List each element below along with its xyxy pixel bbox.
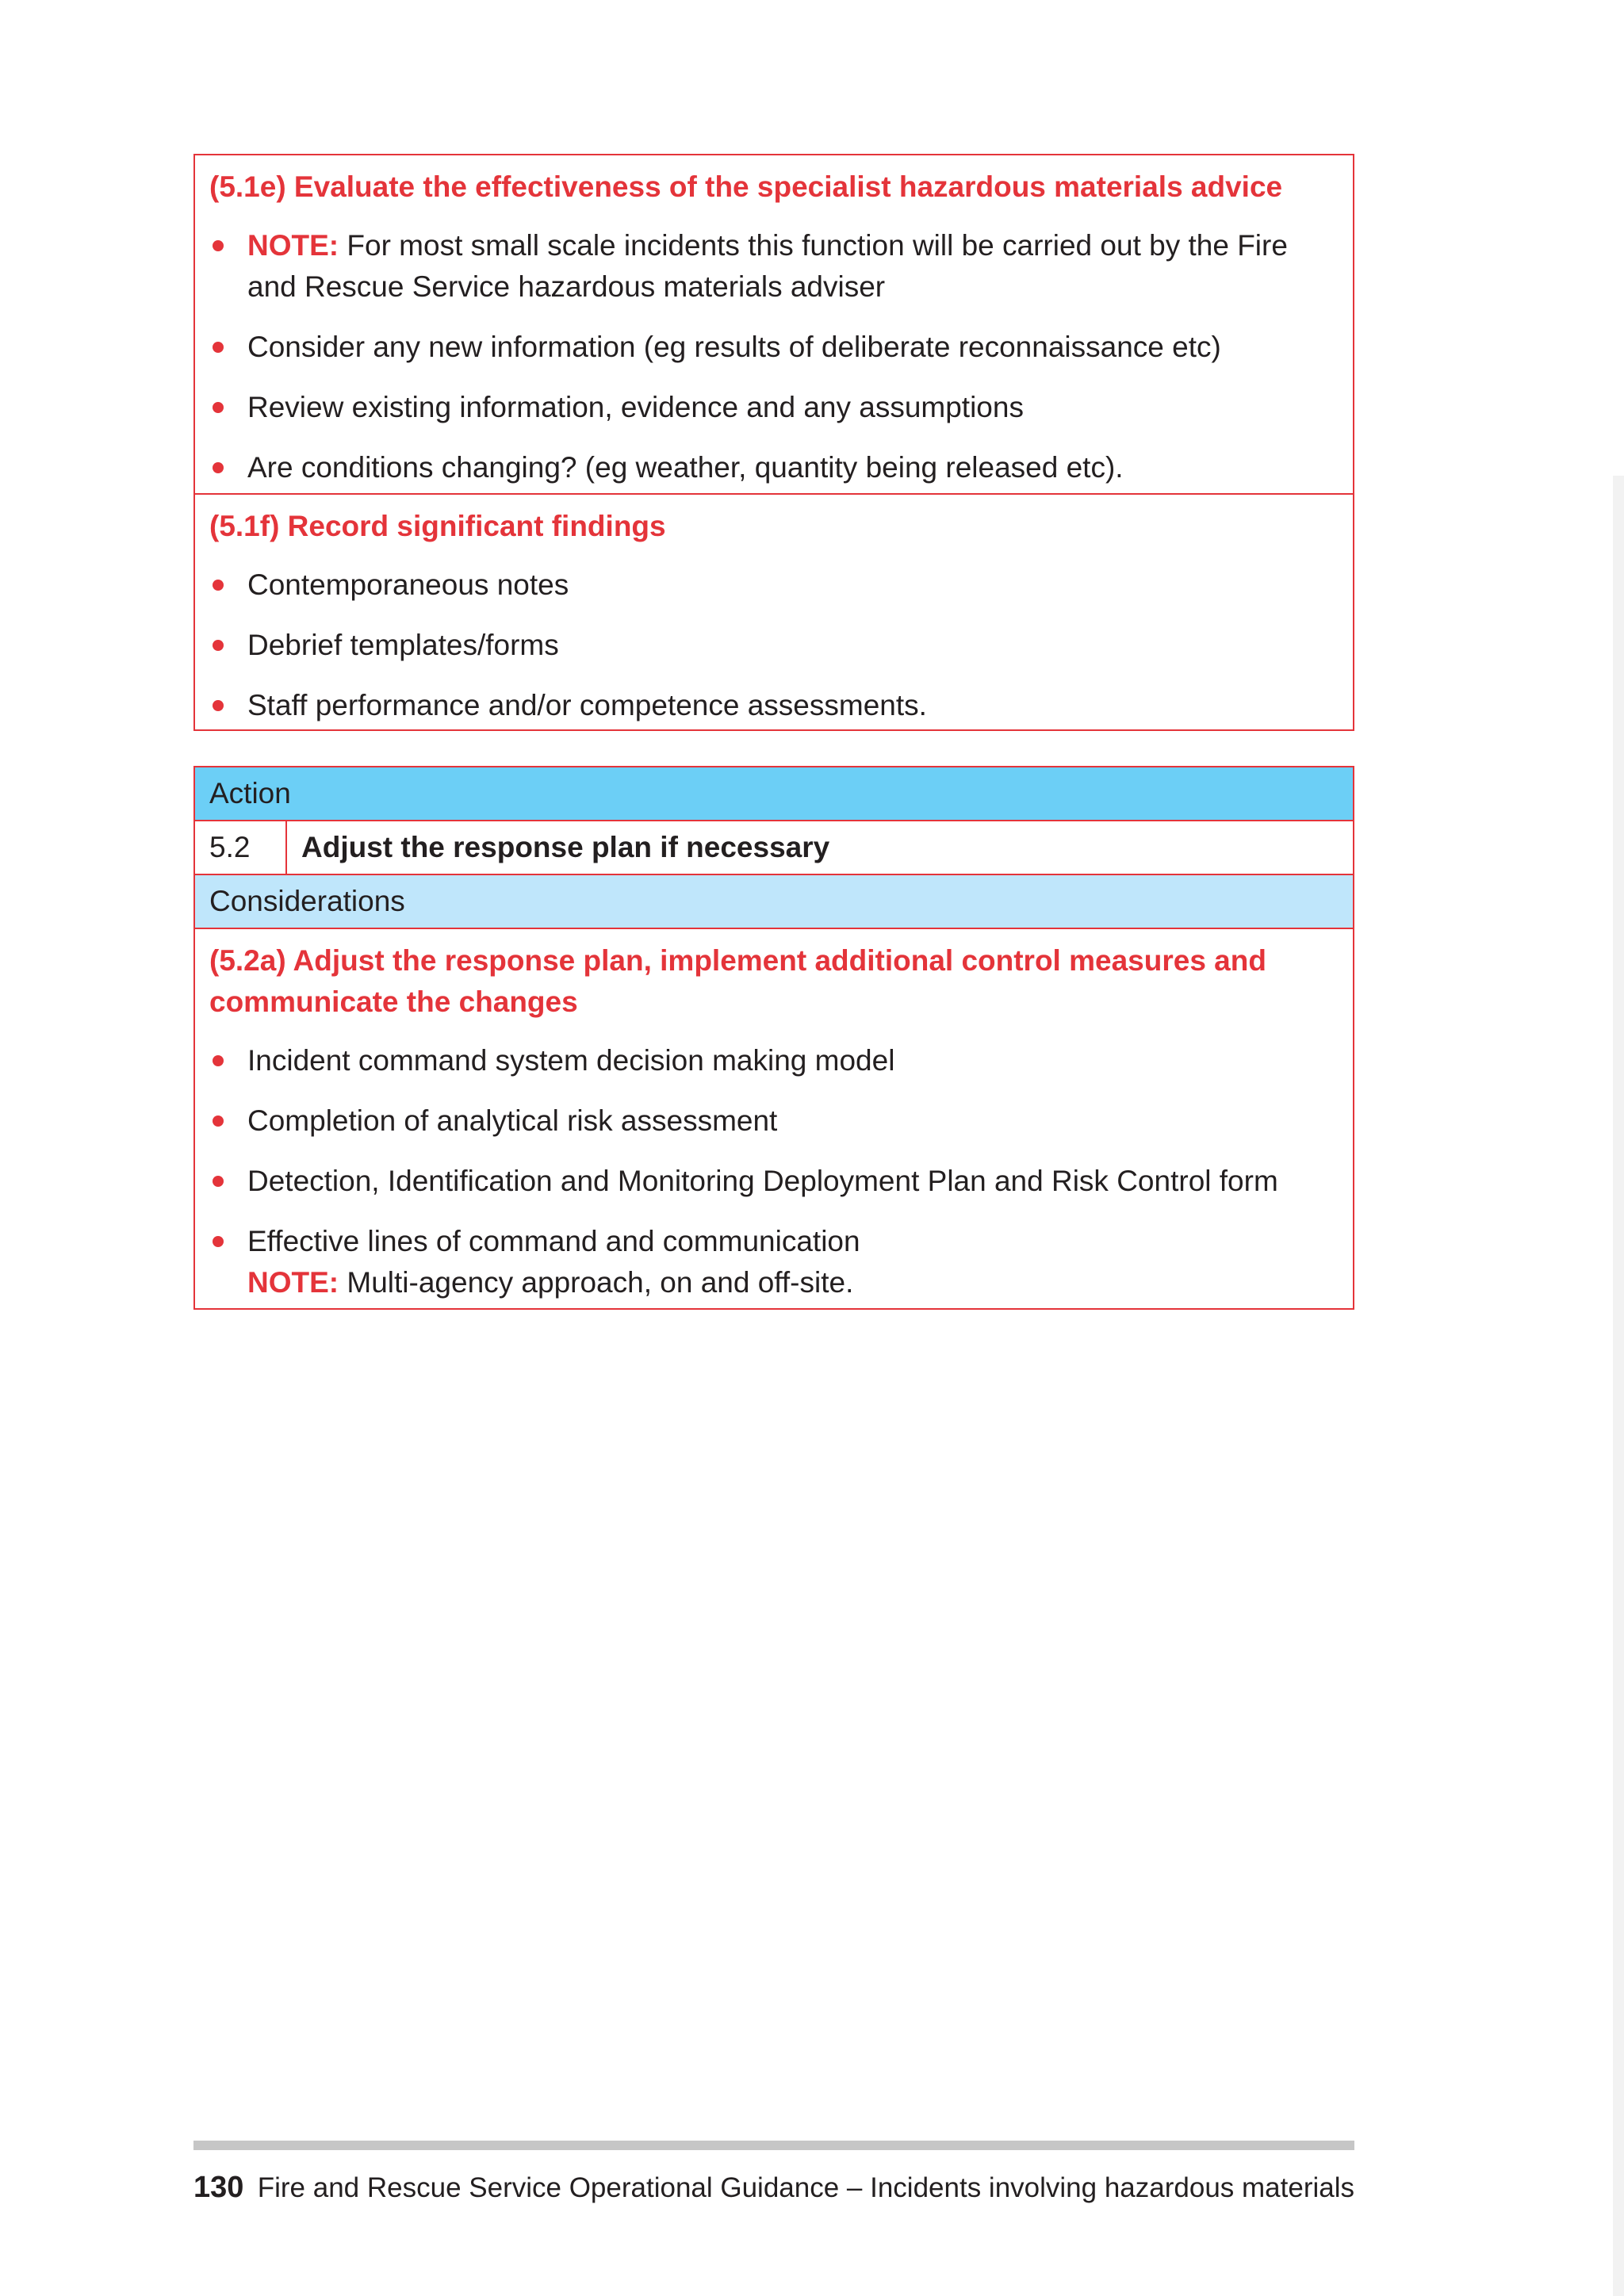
note-text: For most small scale incidents this function will be carried out by the Fire and Rescue Service hazardous materials adviser: [247, 229, 1288, 303]
page-number: 130: [193, 2171, 244, 2204]
footer-title: Fire and Rescue Service Operational Guidance – Incidents involving hazardous materials: [257, 2172, 1354, 2203]
list-item: [209, 1221, 1339, 1303]
action-table: [193, 766, 1354, 1310]
section-5-1e: [195, 155, 1353, 493]
section-heading: (5.1f) Record significant findings: [209, 510, 666, 542]
note-label: NOTE:: [247, 1266, 339, 1299]
footer-rule: [193, 2141, 1354, 2150]
bullet-list: [209, 225, 1339, 488]
section-5-2a: [195, 929, 1353, 1303]
list-item: Debrief templates/forms: [209, 625, 1339, 666]
bullet-list: [209, 1040, 1339, 1303]
list-item-text: Effective lines of command and communication: [247, 1225, 860, 1257]
list-item: Are conditions changing? (eg weather, quantity being released etc).: [209, 447, 1339, 488]
bullet-list: [209, 564, 1339, 726]
action-step-row: [195, 821, 1353, 875]
list-item: Staff performance and/or competence assessments.: [209, 685, 1339, 726]
considerations-table-continued: [193, 154, 1354, 731]
list-item: Completion of analytical risk assessment: [209, 1100, 1339, 1142]
section-heading: (5.2a) Adjust the response plan, implement additional control measures and communicate the changes: [209, 944, 1266, 1018]
page-footer: [193, 2171, 1354, 2205]
note-text: Multi-agency approach, on and off-site.: [339, 1266, 854, 1299]
note-label: NOTE:: [247, 229, 339, 262]
page-edge-shadow: [1613, 476, 1624, 2296]
considerations-header: Considerations: [195, 875, 1353, 929]
section-5-1f: [195, 493, 1353, 726]
list-item: Review existing information, evidence and any assumptions: [209, 387, 1339, 428]
list-item: Consider any new information (eg results of deliberate reconnaissance etc): [209, 327, 1339, 368]
list-item: Incident command system decision making model: [209, 1040, 1339, 1081]
step-number: 5.2: [195, 821, 287, 874]
section-heading: (5.1e) Evaluate the effectiveness of the specialist hazardous materials advice: [209, 170, 1283, 203]
action-header: Action: [195, 767, 1353, 821]
list-item: [209, 225, 1339, 308]
step-title: Adjust the response plan if necessary: [301, 831, 830, 863]
list-item: Contemporaneous notes: [209, 564, 1339, 606]
list-item: Detection, Identification and Monitoring Deployment Plan and Risk Control form: [209, 1161, 1339, 1202]
